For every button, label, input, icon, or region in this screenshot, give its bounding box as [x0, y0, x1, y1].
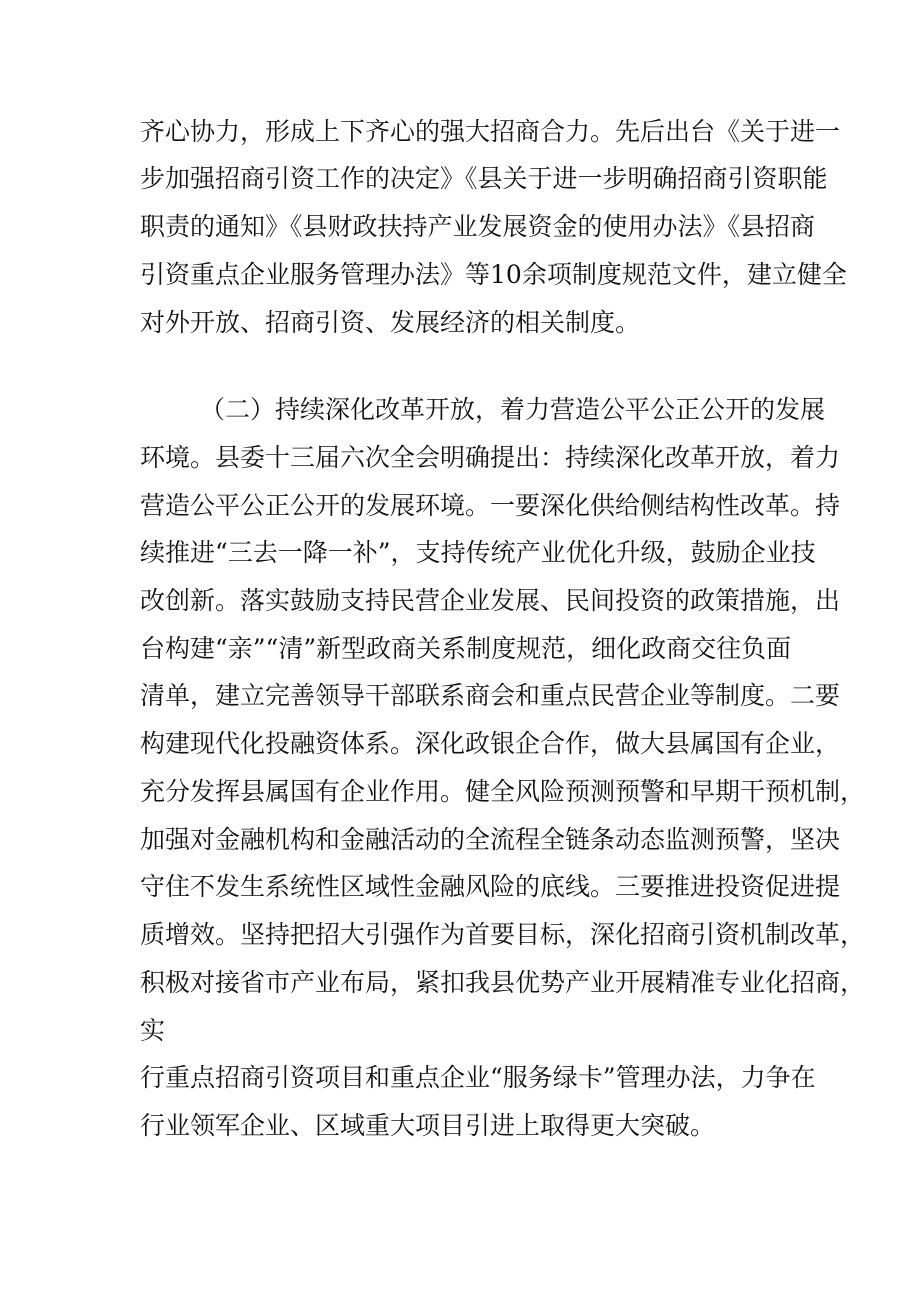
paragraph-2-line-2: 环境。县委十三届六次全会明确提出：持续深化改革开放，着力 [140, 443, 841, 472]
paragraph-2-line-3: 营造公平公正公开的发展环境。一要深化供给侧结构性改革。持 [140, 491, 841, 520]
paragraph-2-line-1: （二）持续深化改革开放，着力营造公平公正公开的发展 [200, 395, 826, 424]
paragraph-2-line-6: 台构建“亲”“清”新型政商关系制度规范，细化政商交往负面 [140, 634, 792, 663]
paragraph-1-line-3: 职责的通知》《县财政扶持产业发展资金的使用办法》《县招商 [140, 212, 816, 241]
paragraph-2-line-8: 构建现代化投融资体系。深化政银企合作，做大县属国有企业， [140, 729, 841, 758]
paragraph-3-line-1: 行重点招商引资项目和重点企业“服务绿卡”管理办法，力争在 [140, 1063, 816, 1092]
paragraph-2-line-12: 质增效。坚持把招大引强作为首要目标，深化招商引资机制改革， [140, 920, 866, 949]
paragraph-2-line-13: 积极对接省市产业布局，紧扣我县优势产业开展精准专业化招商， [140, 968, 866, 997]
paragraph-1-line-5: 对外开放、招商引资、发展经济的相关制度。 [140, 308, 641, 337]
paragraph-2-line-14: 实 [140, 1016, 166, 1045]
paragraph-1-line-2: 步加强招商引资工作的决定》《县关于进一步明确招商引资职能 [140, 164, 828, 193]
paragraph-1-line-4: 引资重点企业服务管理办法》等10余项制度规范文件，建立健全 [140, 260, 847, 289]
paragraph-2-line-11: 守住不发生系统性区域性金融风险的底线。三要推进投资促进提 [140, 872, 841, 901]
paragraph-3-line-2: 行业领军企业、区域重大项目引进上取得更大突破。 [140, 1111, 716, 1140]
paragraph-2-line-5: 改创新。落实鼓励支持民营企业发展、民间投资的政策措施，出 [140, 586, 841, 615]
paragraph-2-line-9: 充分发挥县属国有企业作用。健全风险预测预警和早期干预机制， [140, 777, 866, 806]
paragraph-1-line-1: 齐心协力，形成上下齐心的强大招商合力。先后出台《关于进一 [140, 117, 841, 146]
paragraph-2-line-10: 加强对金融机构和金融活动的全流程全链条动态监测预警，坚决 [140, 825, 841, 854]
paragraph-2-line-7: 清单，建立完善领导干部联系商会和重点民营企业等制度。二要 [140, 681, 841, 710]
paragraph-2-line-4: 续推进“三去一降一补”，支持传统产业优化升级，鼓励企业技 [140, 538, 816, 567]
